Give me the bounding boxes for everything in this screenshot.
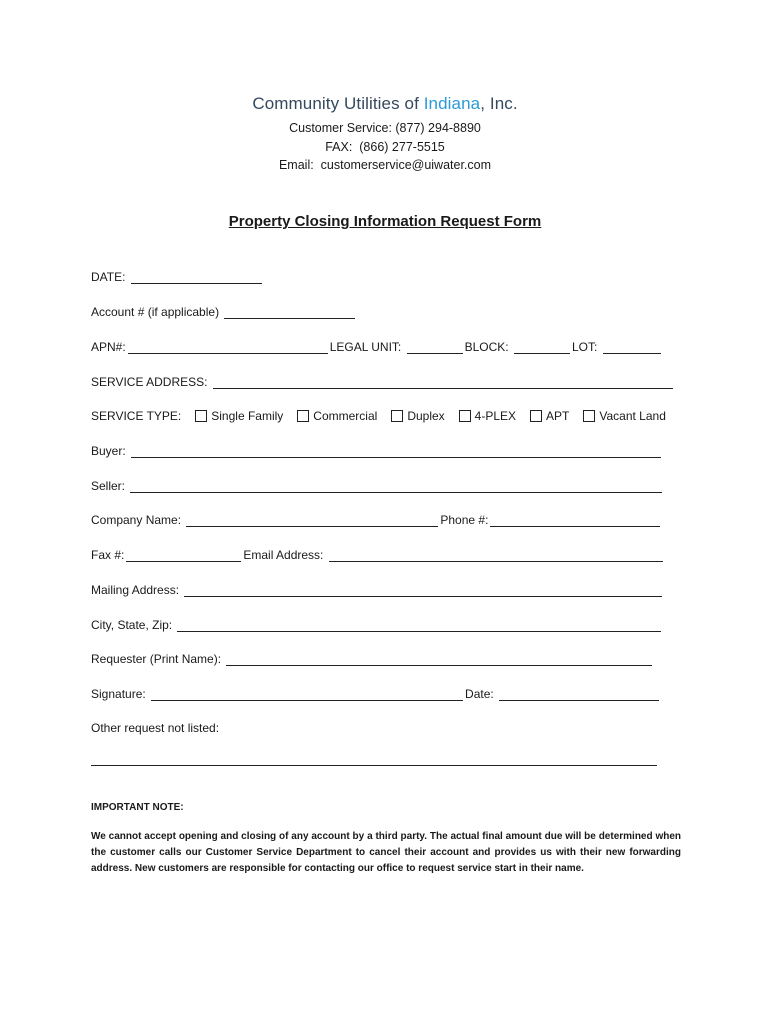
legal-unit-field[interactable] — [407, 341, 463, 354]
important-note-title: IMPORTANT NOTE: — [91, 802, 184, 813]
seller-row — [91, 478, 664, 494]
mailing-address-field[interactable] — [184, 584, 662, 597]
city-state-zip-label: City, State, Zip: — [91, 618, 176, 632]
company-row — [91, 512, 662, 528]
duplex-label: Duplex — [407, 409, 445, 423]
city-state-zip-field[interactable] — [177, 619, 661, 632]
fax-field[interactable] — [126, 549, 241, 562]
fax-email-row — [91, 547, 665, 563]
duplex-checkbox[interactable] — [391, 410, 403, 422]
customer-service-phone: Customer Service: (877) 294-8890 — [289, 121, 481, 135]
other-request-label: Other request not listed: — [91, 721, 220, 735]
signature-row — [91, 686, 661, 702]
account-field[interactable] — [224, 306, 355, 319]
company-name-suffix: , Inc. — [480, 94, 518, 113]
requester-row — [91, 651, 654, 667]
account-label: Account # (if applicable) — [91, 305, 223, 319]
vacant-land-label: Vacant Land — [599, 409, 666, 423]
lot-label: LOT: — [571, 340, 601, 354]
vacant-land-checkbox[interactable] — [583, 410, 595, 422]
signature-label: Signature: — [91, 687, 150, 701]
block-label: BLOCK: — [464, 340, 512, 354]
mailing-address-row — [91, 582, 664, 598]
buyer-row — [91, 443, 663, 459]
apt-label: APT — [546, 409, 570, 423]
mailing-address-label: Mailing Address: — [91, 583, 183, 597]
seller-field[interactable] — [130, 480, 662, 493]
apt-checkbox[interactable] — [530, 410, 542, 422]
other-request-row — [91, 720, 219, 736]
phone-field[interactable] — [490, 514, 660, 527]
letterhead — [0, 94, 770, 175]
fax-label: Fax #: — [91, 548, 125, 562]
service-address-row — [91, 374, 675, 390]
account-row — [91, 304, 357, 320]
phone-label: Phone #: — [440, 513, 489, 527]
signature-date-label: Date: — [465, 687, 498, 701]
lot-field[interactable] — [603, 341, 661, 354]
email-contact: Email: customerservice@uiwater.com — [278, 158, 492, 172]
apn-label: APN#: — [91, 340, 126, 354]
important-note-text: We cannot accept opening and closing of any account by a third party. The actual final amount due will be determined when the customer calls our Customer Service Department to cancel their account and provides us with their new forwarding address. New customers are responsible for contacting our office to request service start in their name. — [91, 831, 681, 874]
company-name-field[interactable] — [186, 514, 438, 527]
service-type-label: SERVICE TYPE: — [91, 409, 182, 423]
date-field[interactable] — [131, 271, 262, 284]
buyer-field[interactable] — [131, 445, 661, 458]
requester-label: Requester (Print Name): — [91, 652, 225, 666]
service-type-row — [91, 408, 666, 424]
signature-field[interactable] — [151, 688, 463, 701]
form-title: Property Closing Information Request Form — [228, 213, 542, 230]
date-row — [91, 269, 264, 285]
requester-field[interactable] — [226, 653, 652, 666]
company-name-prefix: Community Utilities of — [252, 94, 424, 113]
company-name-label: Company Name: — [91, 513, 185, 527]
email-address-label: Email Address: — [243, 548, 327, 562]
single-family-label: Single Family — [211, 409, 284, 423]
apn-row — [91, 339, 663, 355]
commercial-checkbox[interactable] — [297, 410, 309, 422]
email-address-field[interactable] — [329, 549, 663, 562]
service-address-field[interactable] — [213, 376, 673, 389]
company-logo — [0, 94, 770, 114]
fourplex-checkbox[interactable] — [459, 410, 471, 422]
signature-date-field[interactable] — [499, 688, 659, 701]
city-state-zip-row — [91, 617, 663, 633]
legal-unit-label: LEGAL UNIT: — [329, 340, 405, 354]
date-label: DATE: — [91, 270, 129, 284]
other-request-field[interactable] — [91, 765, 657, 766]
single-family-checkbox[interactable] — [195, 410, 207, 422]
block-field[interactable] — [514, 341, 570, 354]
fax-number: FAX: (866) 277-5515 — [325, 139, 445, 154]
service-address-label: SERVICE ADDRESS: — [91, 375, 211, 389]
seller-label: Seller: — [91, 479, 129, 493]
buyer-label: Buyer: — [91, 444, 130, 458]
company-name-accent: Indiana — [423, 94, 481, 113]
commercial-label: Commercial — [313, 409, 378, 423]
apn-field[interactable] — [128, 341, 328, 354]
fourplex-label: 4-PLEX — [474, 409, 517, 423]
